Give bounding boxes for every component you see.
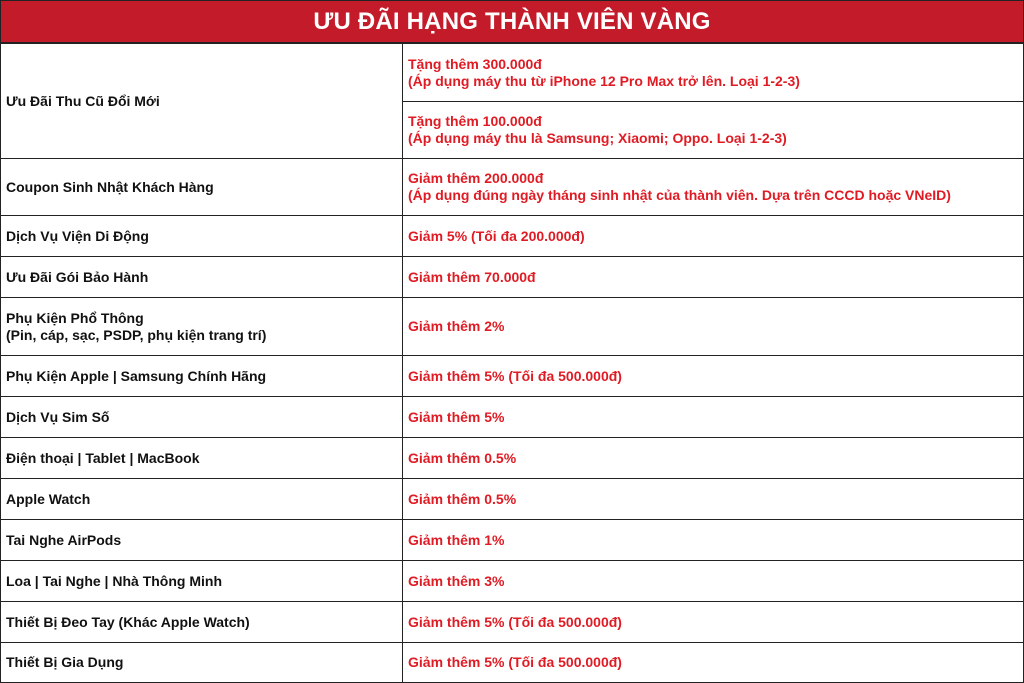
benefit-value-cell [403, 479, 1024, 520]
benefit-category-label: Tai Nghe AirPods [6, 531, 122, 548]
table-row [1, 643, 1024, 683]
benefit-category-label: Điện thoại | Tablet | MacBook [6, 449, 200, 466]
benefit-value-cell [403, 102, 1024, 159]
benefit-value-cell [403, 257, 1024, 298]
benefit-value-cell [403, 298, 1024, 356]
benefit-category-label: Apple Watch [6, 490, 91, 507]
table-row [1, 298, 1024, 356]
benefit-category-label: Ưu Đãi Thu Cũ Đổi Mới [6, 92, 160, 109]
benefit-condition: (Áp dụng đúng ngày tháng sinh nhật của thành viên. Dựa trên CCCD hoặc VNeID) [408, 187, 951, 203]
benefit-category-cell [1, 44, 403, 159]
benefit-value: Giảm 5% (Tối đa 200.000đ) [408, 227, 585, 244]
benefit-category-label: Coupon Sinh Nhật Khách Hàng [6, 178, 214, 195]
table-row [1, 397, 1024, 438]
benefit-value-cell [403, 159, 1024, 216]
benefit-category-label: Dịch Vụ Sim Số [6, 408, 110, 425]
table-row [1, 520, 1024, 561]
benefit-value: Giảm thêm 70.000đ [408, 268, 536, 285]
benefit-category-cell [1, 356, 403, 397]
benefit-value-cell [403, 356, 1024, 397]
benefit-category-cell [1, 561, 403, 602]
benefit-value-cell [403, 643, 1024, 683]
benefit-category-label: (Pin, cáp, sạc, PSDP, phụ kiện trang trí) [6, 326, 267, 343]
benefit-value: Giảm thêm 2% [408, 318, 505, 334]
benefit-value: Giảm thêm 0.5% [408, 490, 517, 507]
benefit-value: Tặng thêm 300.000đ [408, 55, 542, 72]
table-row [1, 479, 1024, 520]
benefit-value-cell [403, 397, 1024, 438]
benefit-condition: (Áp dụng máy thu từ iPhone 12 Pro Max trở lên. Loại 1-2-3) [408, 72, 800, 89]
benefit-value: Giảm thêm 200.000đ [408, 170, 544, 186]
benefit-category-cell [1, 298, 403, 356]
benefit-category-cell [1, 159, 403, 216]
benefit-value: Giảm thêm 5% (Tối đa 500.000đ) [408, 367, 622, 384]
benefit-category-cell [1, 602, 403, 643]
benefit-category-cell [1, 438, 403, 479]
table-row [1, 159, 1024, 216]
benefit-category-label: Thiết Bị Đeo Tay (Khác Apple Watch) [6, 613, 250, 630]
benefit-category-label: Phụ Kiện Apple | Samsung Chính Hãng [6, 367, 267, 384]
page-title: ƯU ĐÃI HẠNG THÀNH VIÊN VÀNG [0, 0, 1024, 43]
benefit-category-label: Thiết Bị Gia Dụng [6, 654, 124, 670]
benefit-value: Giảm thêm 1% [408, 531, 505, 548]
table-row [1, 438, 1024, 479]
benefit-value-cell [403, 602, 1024, 643]
benefit-value: Giảm thêm 5% (Tối đa 500.000đ) [408, 613, 622, 630]
benefit-value-cell [403, 520, 1024, 561]
benefit-category-label: Phụ Kiện Phổ Thông [6, 309, 144, 326]
benefit-category-cell [1, 520, 403, 561]
benefit-category-cell [1, 257, 403, 298]
table-row [1, 44, 1024, 102]
table-row [1, 257, 1024, 298]
table-row [1, 602, 1024, 643]
benefit-value: Giảm thêm 5% (Tối đa 500.000đ) [408, 654, 622, 670]
benefits-table-body [1, 44, 1024, 683]
benefit-value-cell [403, 561, 1024, 602]
benefit-category-cell [1, 643, 403, 683]
benefit-value: Giảm thêm 0.5% [408, 449, 517, 466]
benefits-table [0, 43, 1024, 683]
benefit-value-cell [403, 216, 1024, 257]
benefit-category-label: Dịch Vụ Viện Di Động [6, 227, 149, 244]
benefit-value: Giảm thêm 3% [408, 572, 505, 589]
benefit-category-label: Ưu Đãi Gói Bảo Hành [6, 268, 149, 285]
benefit-category-cell [1, 479, 403, 520]
benefit-category-cell [1, 216, 403, 257]
benefit-value-cell [403, 438, 1024, 479]
benefit-category-cell [1, 397, 403, 438]
benefit-value: Tặng thêm 100.000đ [408, 113, 542, 129]
benefit-category-label: Loa | Tai Nghe | Nhà Thông Minh [6, 572, 223, 589]
benefit-value: Giảm thêm 5% [408, 408, 505, 425]
table-row [1, 356, 1024, 397]
table-row [1, 561, 1024, 602]
table-row [1, 216, 1024, 257]
benefit-condition: (Áp dụng máy thu là Samsung; Xiaomi; Oppo. Loại 1-2-3) [408, 130, 787, 146]
benefit-value-cell [403, 44, 1024, 102]
